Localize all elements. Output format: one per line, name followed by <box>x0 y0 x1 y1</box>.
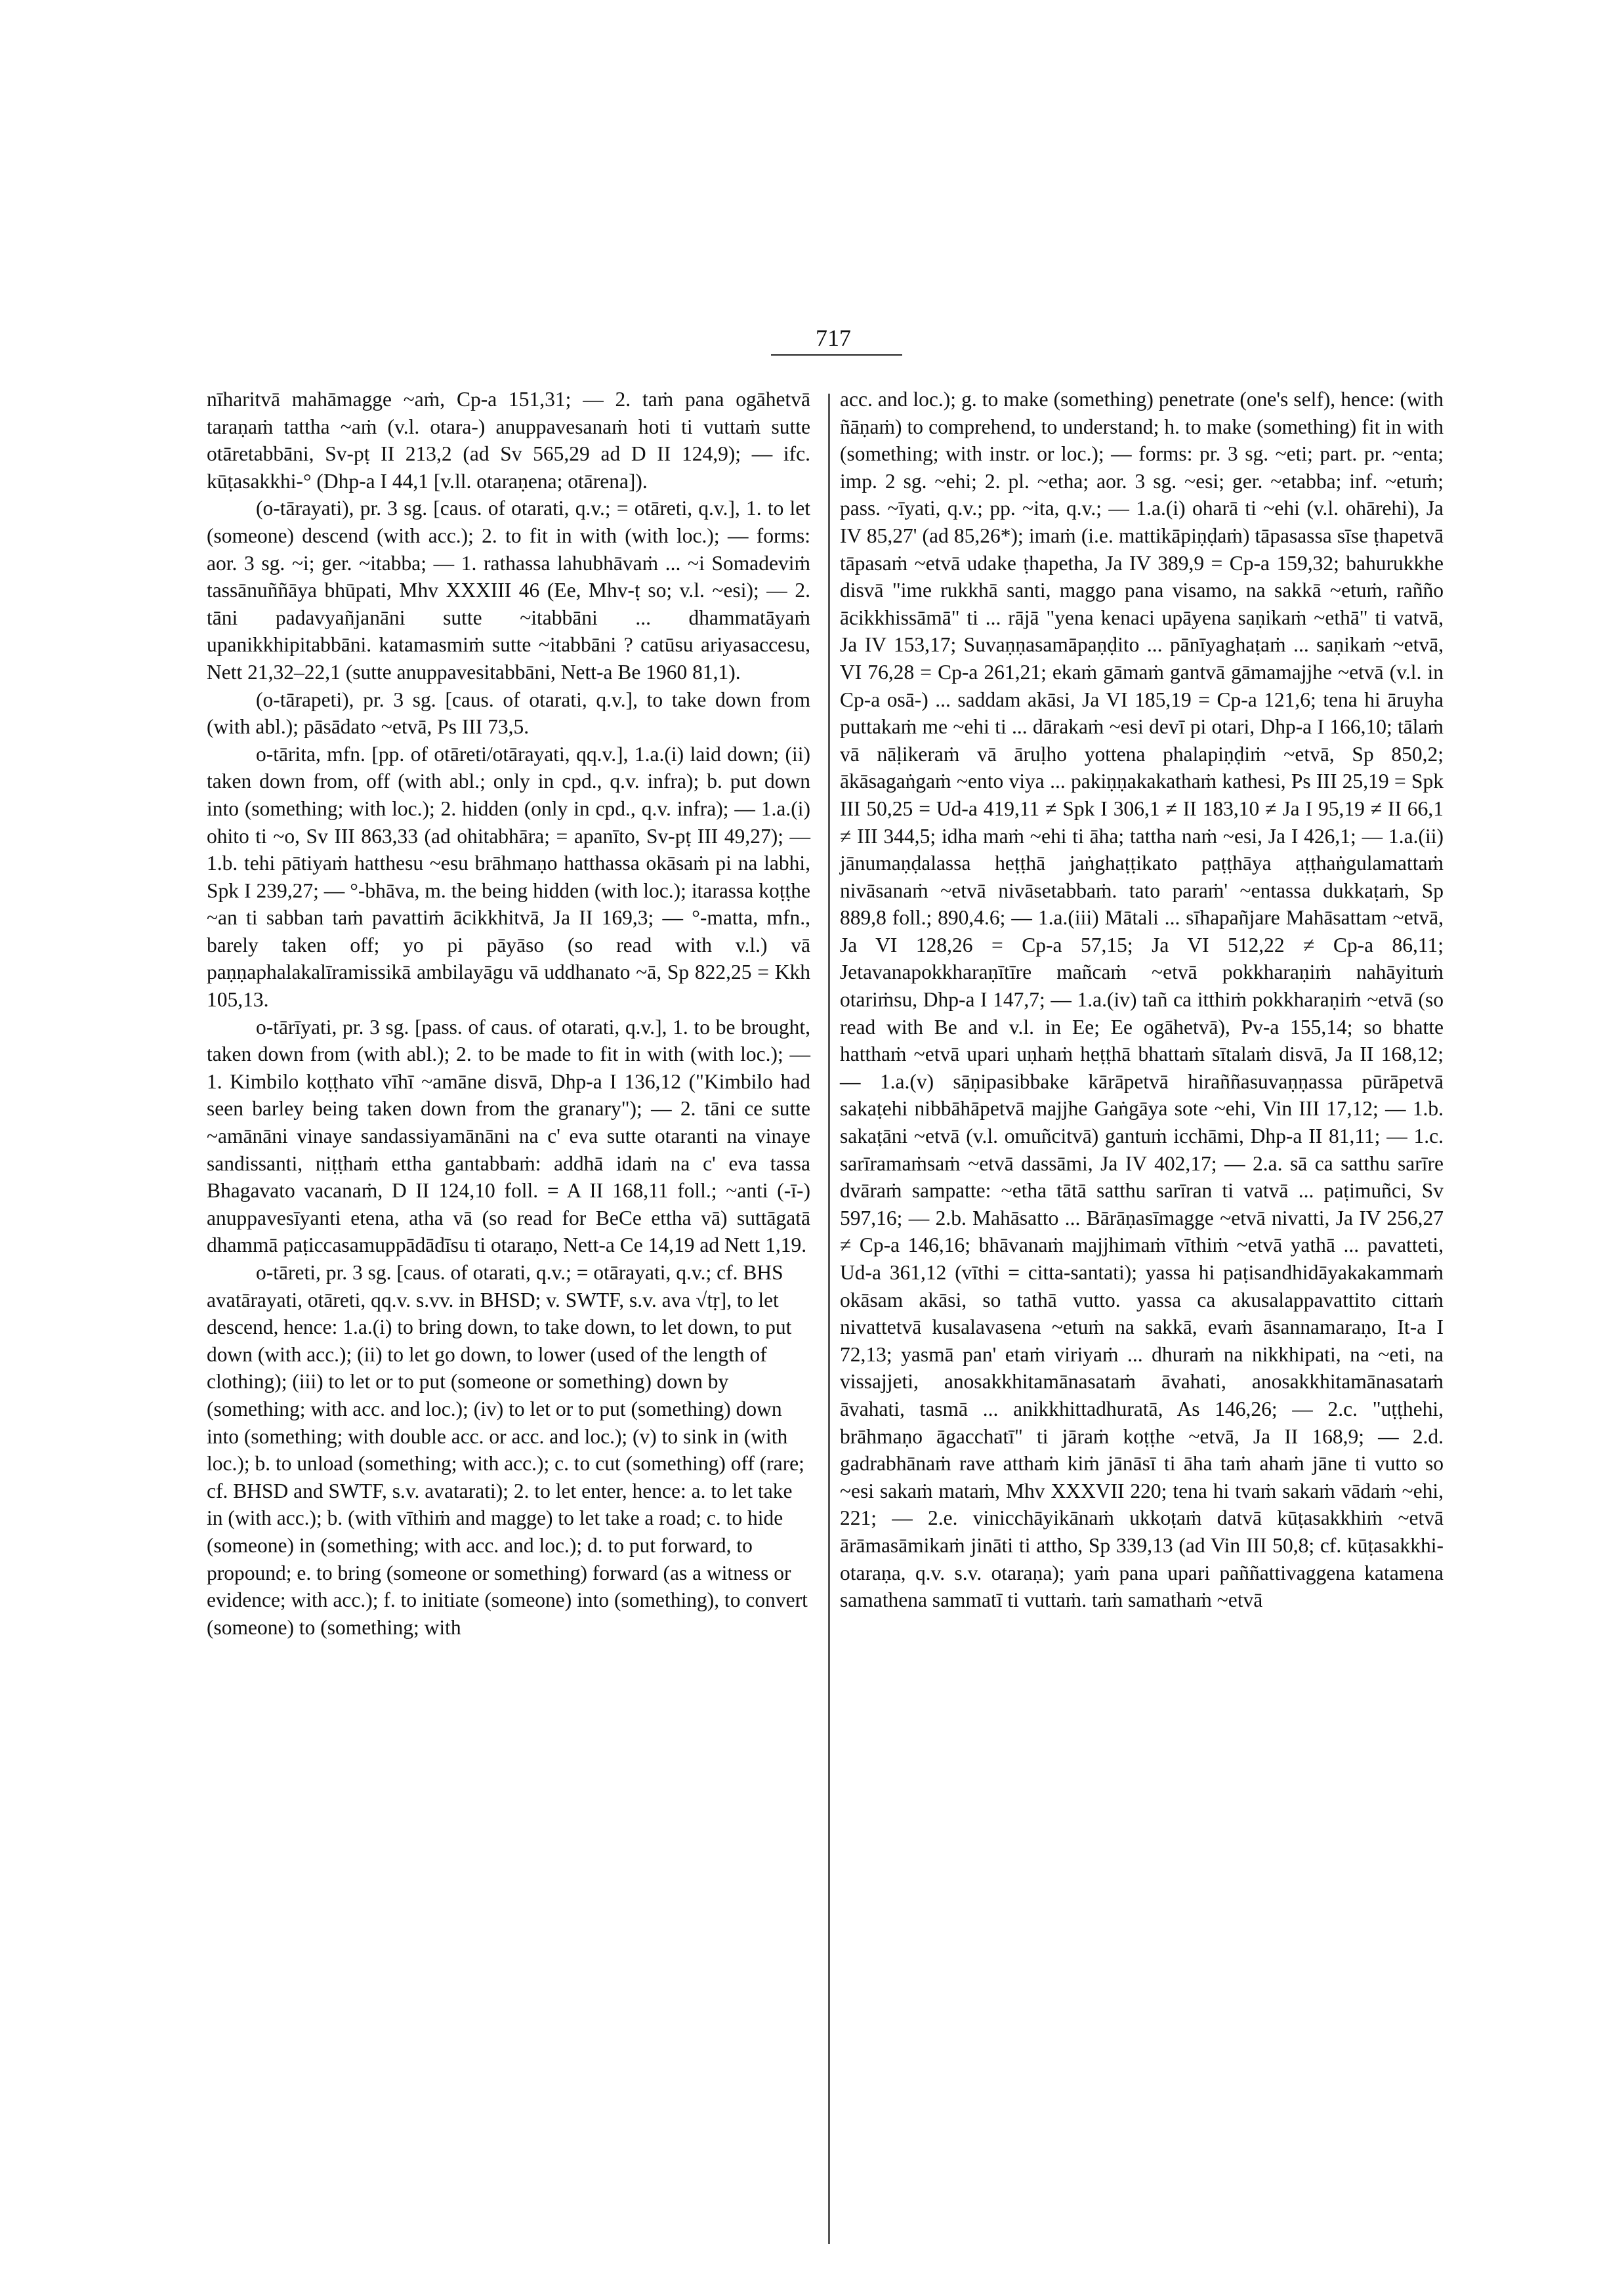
page-number-rule <box>771 354 902 356</box>
right-column <box>840 386 1444 1614</box>
entry-paragraph: (o-tārapeti), pr. 3 sg. [caus. of otarati, q.v.], to take down from (with abl.); pāsādato ~etvā, Ps III 73,5. <box>207 688 810 739</box>
entry-paragraph: acc. and loc.); g. to make (something) penetrate (one's self), hence: (with ñāṇaṁ) to comprehend, to understand; h. to make (something) fit in with (something; with instr. or loc.); — forms: pr. 3 sg. ~eti; part. pr. ~enta; imp. 2 sg. ~ehi; 2. pl. ~etha; aor. 3 sg. ~esi; ger. ~etabba; inf. ~etuṁ; pass. ~īyati, q.v.; pp. ~ita, q.v.; — 1.a.(i) oharā ti ~ehi (v.l. ohārehi), Ja IV 85,27' (ad 85,26*); imaṁ (i.e. mattikāpiṇḍaṁ) tāpasassa sīse ṭhapetvā tāpasaṁ ~etvā udake ṭhapetha, Ja IV 389,9 = Cp-a 159,32; bahurukkhe disvā "ime rukkhā santi, maggo pana visamo, na sakkā ~etuṁ, rañño ācikkhissāmā" ti ... rājā "yena kenaci upāyena saṇikaṁ ~ethā" ti vatvā, Ja IV 153,17; Suvaṇṇasamāpaṇḍito ... pānīyaghaṭaṁ ... saṇikaṁ ~etvā, VI 76,28 = Cp-a 261,21; ekaṁ gāmaṁ gantvā gāmamajjhe ~etvā (v.l. in Cp-a osā-) ... saddam akāsi, Ja VI 185,19 = Cp-a 121,6; tena hi āruyha puttakaṁ me ~ehi ti ... dārakaṁ ~esi devī pi otari, Dhp-a I 166,10; tālaṁ vā nāḷikeraṁ vā āruḷho yottena phalapiṇḍiṁ ~etvā, Sp 850,2; ākāsagaṅgaṁ ~ento viya ... pakiṇṇakakathaṁ kathesi, Ps III 25,19 = Spk III 50,25 = Ud-a 419,11 ≠ Spk I 306,1 ≠ II 183,10 ≠ Ja I 95,19 ≠ II 66,1 ≠ III 344,5; idha maṁ ~ehi ti āha; tattha naṁ ~esi, Ja I 426,1; — 1.a.(ii) jānumaṇḍalassa heṭṭhā jaṅghaṭṭikato paṭṭhāya aṭṭhaṅgulamattaṁ nivāsanaṁ ~etvā nivāsetabbaṁ. tato paraṁ' ~entassa dukkaṭaṁ, Sp 889,8 foll.; 890,4.6; — 1.a.(iii) Mātali ... sīhapañjare Mahāsattam ~etvā, Ja VI 128,26 = Cp-a 57,15; Ja VI 512,22 ≠ Cp-a 86,11; Jetavanapokkharaṇītīre mañcaṁ ~etvā pokkharaṇiṁ nahāyituṁ otariṁsu, Dhp-a I 147,7; — 1.a.(iv) tañ ca itthiṁ pokkharaṇiṁ ~etvā (so read with Be and v.l. in Ee; Ee ogāhetvā), Pv-a 155,14; so bhatte hatthaṁ ~etvā upari uṇhaṁ heṭṭhā bhattaṁ sītalaṁ disvā, Ja II 168,12; — 1.a.(v) sāṇipasibbake kārāpetvā hiraññasuvaṇṇassa pūrāpetvā sakaṭehi nibbāhāpetvā majjhe Gaṅgāya sote ~ehi, Vin III 17,12; — 1.b. sakaṭāni ~etvā (v.l. omuñcitvā) gantuṁ icchāmi, Dhp-a II 81,11; — 1.c. sarīramaṁsaṁ ~etvā dassāmi, Ja IV 402,17; — 2.a. sā ca satthu sarīre dvāraṁ sampatte: ~etha tātā satthu sarīran ti vatvā ... paṭimuñci, Sv 597,16; — 2.b. Mahāsatto ... Bārāṇasīmagge ~etvā nivatti, Ja IV 256,27 ≠ Cp-a 146,16; bhāvanaṁ majjhimaṁ vīthiṁ ~etvā yathā ... pavatteti, Ud-a 361,12 (vīthi = citta-santati); yassa hi paṭisandhidāyakakammaṁ okāsam akāsi, so tathā vutto. yassa ca akusalappavattito cittaṁ nivattetvā kusalavasena ~etuṁ na sakkā, evaṁ āsannamaraṇo, It-a I 72,13; yasmā pan' etaṁ viriyaṁ ... dhuraṁ na nikkhipati, na ~eti, na vissajjeti, anosakkhitamānasataṁ āvahati, anosakkhitamānasataṁ āvahati, tasmā ... anikkhittadhuratā, As 146,26; — 2.c. "uṭṭhehi, brāhmaṇo āgacchatī" ti jāraṁ koṭṭhe ~etvā, Ja II 168,9; — 2.d. gadrabhānaṁ rave atthaṁ kiṁ jānāsī ti āha taṁ ahaṁ jāne ti vutto so ~esi sakaṁ mataṁ, Mhv XXXVII 220; tena hi tvaṁ sakaṁ vādaṁ ~ehi, 221; — 2.e. vinicchāyikānaṁ ukkoṭaṁ datvā kūṭasakkhiṁ ~etvā ārāmasāmikaṁ jināti ti attho, Sp 339,13 (ad Vin III 50,8; cf. kūṭasakkhi-otaraṇa, q.v. s.v. otaraṇa); yaṁ pana upari paññattivaggena katamena samathena sammatī ti vuttaṁ. taṁ samathaṁ ~etvā <box>840 388 1444 1612</box>
entry-paragraph: o-tāreti, pr. 3 sg. [caus. of otarati, q.v.; = otārayati, q.v.; cf. BHS avatārayati, otāreti, qq.v. s.vv. in BHSD; v. SWTF, s.v. ava √tṛ], to let descend, hence: 1.a.(i) to bring down, to take down, to let down, to put down (with acc.); (ii) to let go down, to lower (used of the length of clothing); (iii) to let or to put (someone or something) down by (something; with acc. and loc.); (iv) to let or to put (something) down into (something; with double acc. or acc. and loc.); (v) to sink in (with loc.); b. to unload (something; with acc.); c. to cut (something) off (rare; cf. BHSD and SWTF, s.v. avatarati); 2. to let enter, hence: a. to let take in (with acc.); b. (with vīthiṁ and magge) to let take a road; c. to hide (someone) in (something; with acc. and loc.); d. to put forward, to propound; e. to bring (someone or something) forward (as a witness or evidence; with acc.); f. to initiate (someone) into (something), to convert (someone) to (something; with <box>207 1261 808 1639</box>
page-number: 717 <box>816 325 851 351</box>
entry-paragraph: o-tārīyati, pr. 3 sg. [pass. of caus. of otarati, q.v.], 1. to be brought, taken down from (with abl.); 2. to be made to fit in with (with loc.); — 1. Kimbilo koṭṭhato vīhī ~amāne disvā, Dhp-a I 136,12 ("Kimbilo had seen barley being taken down from the granary"); — 2. tāni ce sutte ~amānāni vinaye sandassiyamānāni na c' eva sutte otaranti na vinaye sandissanti, niṭṭhaṁ ettha gantabbaṁ: addhā idaṁ na c' eva tassa Bhagavato vacanaṁ, D II 124,10 foll. = A II 168,11 foll.; ~anti (-ī-) anuppavesīyanti etena, atha vā (so read for BeCe ettha vā) suttāgatā dhammā paṭiccasamuppādādīsu ti otaraṇo, Nett-a Ce 14,19 ad Nett 1,19. <box>207 1015 810 1257</box>
column-divider <box>828 394 830 2244</box>
entry-paragraph: (o-tārayati), pr. 3 sg. [caus. of otarati, q.v.; = otāreti, q.v.], 1. to let (someone) descend (with acc.); 2. to fit in with (with loc.); — forms: aor. 3 sg. ~i; ger. ~itabba; — 1. rathassa lahubhāvaṁ ... ~i Somadeviṁ tassānuññāya bhūpati, Mhv XXXIII 46 (Ee, Mhv-ṭ so; v.l. ~esi); — 2. tāni padavyañjanāni sutte ~itabbāni ... dhammatāyaṁ upanikkhipitabbāni. katamasmiṁ sutte ~itabbāni ? catūsu ariyasaccesu, Nett 21,32–22,1 (sutte anuppavesitabbāni, Nett-a Be 1960 81,1). <box>207 497 810 684</box>
left-column <box>207 386 810 1641</box>
entry-paragraph: nīharitvā mahāmagge ~aṁ, Cp-a 151,31; — 2. taṁ pana ogāhetvā taraṇaṁ tattha ~aṁ (v.l. otara-) anuppavesanaṁ hoti ti vuttaṁ sutte otāretabbāni, Sv-pṭ II 213,2 (ad Sv 565,29 ad D II 124,9); — ifc. kūṭasakkhi-° (Dhp-a I 44,1 [v.ll. otaraṇena; otārena]). <box>207 388 810 493</box>
entry-paragraph: o-tārita, mfn. [pp. of otāreti/otārayati, qq.v.], 1.a.(i) laid down; (ii) taken down from, off (with abl.; only in cpd., q.v. infra); b. put down into (something; with loc.); 2. hidden (only in cpd., q.v. infra); — 1.a.(i) ohito ti ~o, Sv III 863,33 (ad ohitabhāra; = apanīto, Sv-pṭ III 49,27); — 1.b. tehi pātiyaṁ hatthesu ~esu brāhmaṇo hatthassa okāsaṁ pi na labhi, Spk I 239,27; — °-bhāva, m. the being hidden (with loc.); itarassa koṭṭhe ~an ti sabban taṁ pavattiṁ ācikkhitvā, Ja II 169,3; — °-matta, mfn., barely taken off; yo pi pāyāso (so read with v.l.) vā paṇṇaphalakalīramissikā ambilayāgu vā uddhanato ~ā, Sp 822,25 = Kkh 105,13. <box>207 742 810 1012</box>
